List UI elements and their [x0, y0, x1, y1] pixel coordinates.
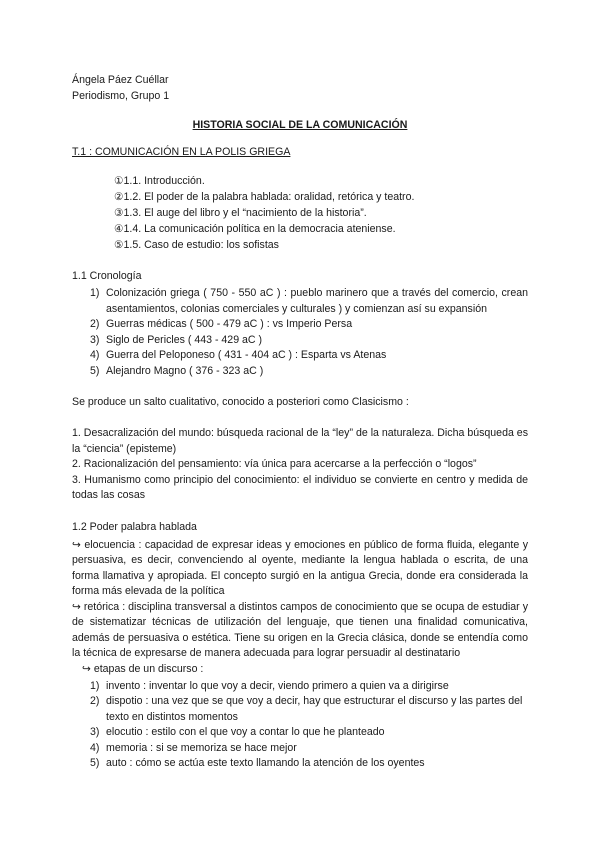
item-text: auto : cómo se actúa este texto llamando la atención de los oyentes	[106, 757, 425, 769]
list-item	[72, 679, 528, 695]
item-text: Siglo de Pericles ( 443 - 429 aC )	[106, 333, 263, 346]
toc-item: ①1.1. Introducción.	[114, 175, 205, 187]
stages-list	[72, 679, 528, 772]
item-number: 5)	[90, 364, 100, 377]
classicism-point: 3. Humanismo como principio del conocimiento: el individuo se convierte en centro y medida de todas las cosas	[72, 473, 528, 501]
toc-item: ②1.2. El poder de la palabra hablada: oralidad, retórica y teatro.	[114, 191, 415, 203]
item-number: 5)	[90, 757, 100, 769]
list-item	[72, 725, 528, 741]
list-item	[72, 348, 528, 364]
item-text: memoria : si se memoriza se hace mejor	[106, 741, 297, 754]
item-text: Alejandro Magno ( 376 - 323 aC )	[106, 364, 264, 377]
spoken-word-heading: 1.2 Poder palabra hablada	[72, 520, 197, 533]
item-text: dispotio : una vez que se que voy a decir, hay que estructurar el discurso y las partes del texto en distintos momentos	[106, 695, 523, 723]
item-number: 1)	[90, 287, 100, 299]
author-block	[72, 72, 528, 104]
item-text: Colonización griega ( 750 - 550 aC ) : pueblo marinero que a través del comercio, crean asentamientos, colonias comerciales y culturales ) y comienzan así su expansión	[106, 287, 528, 315]
toc-item: ④1.4. La comunicación política en la democracia ateniense.	[114, 223, 396, 235]
item-number: 3)	[90, 726, 100, 738]
list-item	[72, 333, 528, 349]
stages-heading: ↪ etapas de un discurso :	[82, 662, 204, 675]
chronology-list	[72, 286, 528, 379]
item-number: 3)	[90, 333, 100, 346]
classicism-point: 2. Racionalización del pensamiento: vía única para acercarse a la perfección o “logos”	[72, 458, 477, 470]
author-name: Ángela Páez Cuéllar	[72, 74, 169, 86]
classicism-point: 1. Desacralización del mundo: búsqueda racional de la “ley” de la naturaleza. Dicha búsqueda es la “ciencia” (episteme)	[72, 427, 528, 455]
item-text: Guerras médicas ( 500 - 479 aC ) : vs Imperio Persa	[106, 318, 353, 330]
classicism-points	[72, 426, 528, 504]
toc-item: ③1.3. El auge del libro y el “nacimiento de la historia”.	[114, 207, 367, 219]
list-item	[72, 694, 528, 725]
item-number: 2)	[90, 695, 100, 707]
list-item	[72, 286, 528, 317]
eloquence-paragraph: ↪ elocuencia : capacidad de expresar ideas y emociones en público de forma fluida, elegante y persuasiva, es decir, convenciendo al oyente, mediante la lengua hablada o escrita, de una forma llamativa y apropiada. El concepto surgió en la antigua Grecia, donde era considerada la forma más elevada de la política	[72, 538, 528, 597]
toc-item: ⑤1.5. Caso de estudio: los sofistas	[114, 239, 279, 251]
section-title: T.1 : COMUNICACIÓN EN LA POLIS GRIEGA	[72, 146, 291, 158]
list-item	[72, 756, 528, 772]
document-title: HISTORIA SOCIAL DE LA COMUNICACIÓN	[192, 119, 408, 131]
list-item	[72, 741, 528, 757]
list-item	[72, 364, 528, 380]
item-number: 4)	[90, 741, 100, 754]
item-text: invento : inventar lo que voy a decir, viendo primero a quien va a dirigirse	[106, 679, 449, 692]
item-number: 1)	[90, 679, 100, 692]
document-page	[72, 72, 528, 772]
item-text: Guerra del Peloponeso ( 431 - 404 aC ) : Esparta vs Atenas	[106, 349, 387, 361]
classicism-intro: Se produce un salto cualitativo, conocido a posteriori como Clasicismo :	[72, 396, 409, 408]
item-number: 2)	[90, 318, 100, 330]
chronology-heading: 1.1 Cronología	[72, 270, 142, 282]
table-of-contents	[114, 173, 528, 253]
item-number: 4)	[90, 349, 100, 361]
course-name: Periodismo, Grupo 1	[72, 90, 170, 102]
item-text: elocutio : estilo con el que voy a contar lo que he planteado	[106, 726, 385, 738]
rhetoric-paragraph: ↪ retórica : disciplina transversal a distintos campos de conocimiento que se ocupa de estudiar y de sistematizar técnicas de utilización del lenguaje, que tienen una finalidad comunicativa, además de persuasiva o estética. Tiene su origen en la Grecia clásica, donde se entendía como la técnica de expresarse de manera adecuada para lograr persuadir al destinatario	[72, 600, 528, 659]
list-item	[72, 317, 528, 333]
